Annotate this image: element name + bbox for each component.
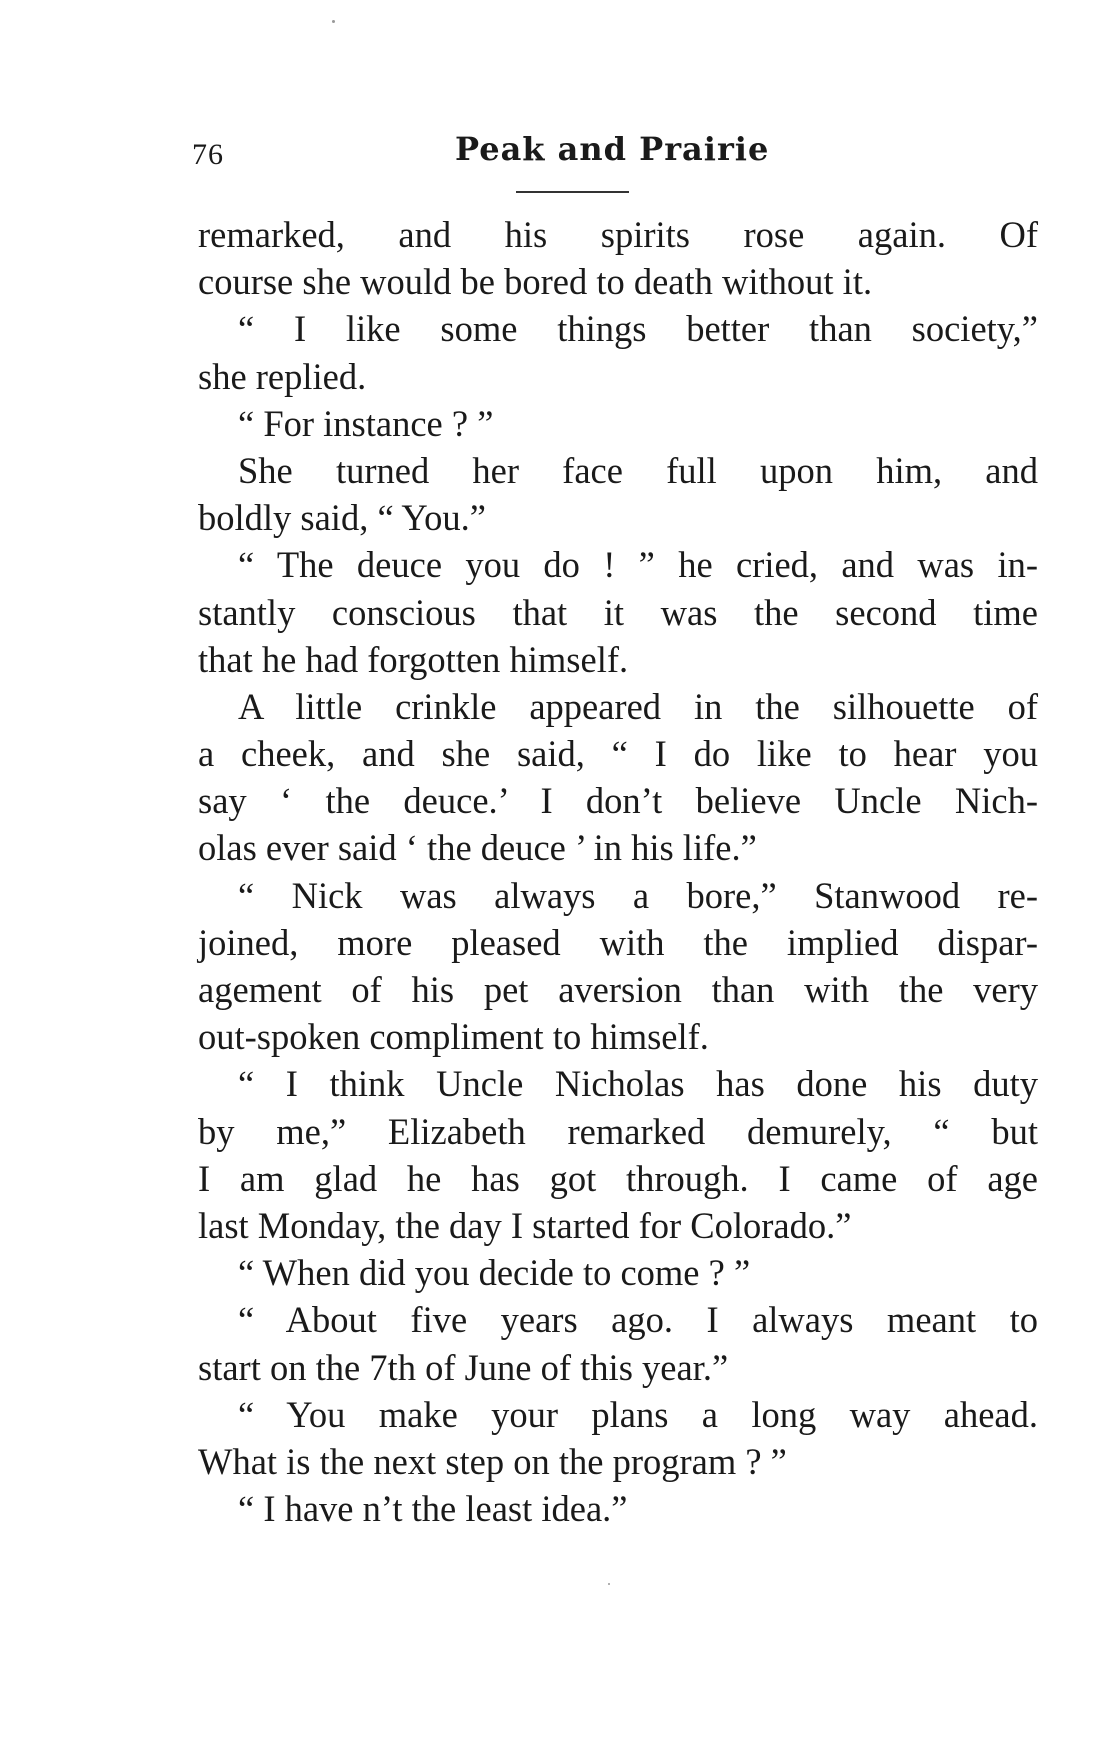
text-line: that he had forgotten himself. [198, 638, 629, 680]
text-line: joined, more pleased with the implied dispar- [198, 921, 1038, 963]
text-line: “ I have n’t the least idea.” [238, 1488, 628, 1530]
text-line: olas ever said ‘ the deuce ’ in his life.” [198, 827, 757, 869]
text-line: “ About five years ago. I always meant to [238, 1299, 1038, 1341]
text-line: start on the 7th of June of this year.” [198, 1346, 729, 1388]
text-line: she replied. [198, 355, 367, 397]
text-line: say ‘ the deuce.’ I don’t believe Uncle Nich- [198, 780, 1038, 822]
text-line: “ Nick was always a bore,” Stanwood re- [238, 874, 1038, 916]
text-line: What is the next step on the program ? ” [198, 1440, 787, 1482]
text-line: boldly said, “ You.” [198, 497, 486, 539]
text-line: a cheek, and she said, “ I do like to hear you [198, 733, 1038, 775]
paper-speck [608, 1583, 610, 1585]
text-line: stantly conscious that it was the second time [198, 591, 1038, 633]
text-line: “ The deuce you do ! ” he cried, and was in- [238, 544, 1038, 586]
text-line: “ I like some things better than society,” [238, 308, 1038, 350]
text-line: agement of his pet aversion than with the very [198, 969, 1038, 1010]
running-head [0, 118, 1105, 171]
header-rule [516, 191, 629, 193]
text-line: A little crinkle appeared in the silhouette of [238, 685, 1038, 727]
text-line: “ For instance ? ” [238, 402, 494, 444]
text-line: by me,” Elizabeth remarked demurely, “ but [198, 1110, 1038, 1152]
text-line: course she would be bored to death without it. [198, 261, 873, 303]
text-line: last Monday, the day I started for Colorado.” [198, 1204, 852, 1246]
text-line: She turned her face full upon him, and [238, 449, 1038, 491]
paper-speck [332, 20, 335, 23]
text-line: “ I think Uncle Nicholas has done his duty [238, 1063, 1038, 1105]
text-line: I am glad he has got through. I came of age [198, 1157, 1038, 1199]
text-line: out-spoken compliment to himself. [198, 1016, 709, 1058]
text-line: “ You make your plans a long way ahead. [238, 1393, 1038, 1435]
text-line: remarked, and his spirits rose again. Of [198, 214, 1038, 255]
running-title: Peak and Prairie [455, 130, 770, 168]
page-number: 76 [192, 138, 224, 171]
text-line: “ When did you decide to come ? ” [238, 1252, 751, 1294]
text-body [198, 211, 1038, 1532]
